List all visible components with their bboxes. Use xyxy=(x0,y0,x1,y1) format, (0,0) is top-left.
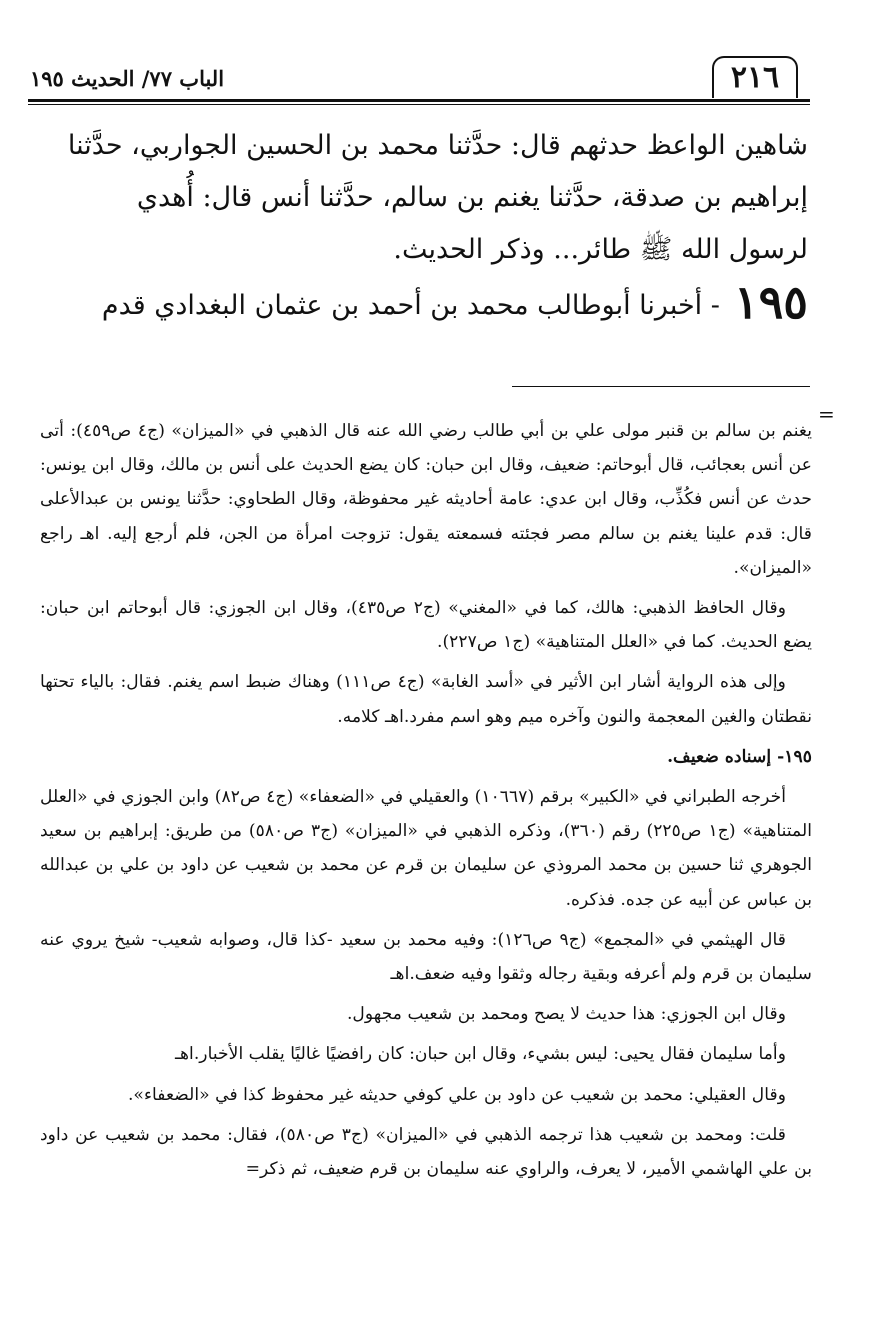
footnote-paragraph: قلت: ومحمد بن شعيب هذا ترجمه الذهبي في «الميزان» (ج٣ ص٥٨٠)، فقال: محمد بن شعيب عن داود بن علي الهاشمي الأمير، لا يعرف، والراوي عنه سليمان بن قرم ضعيف، ثم ذكر= xyxy=(40,1124,812,1180)
footnotes xyxy=(40,414,812,1192)
hadith-number: ١٩٥ xyxy=(733,275,808,329)
hadith-line xyxy=(38,276,808,332)
hadith-text: - أخبرنا أبوطالب محمد بن أحمد بن عثمان البغدادي قدم xyxy=(101,290,720,321)
main-line-2: إبراهيم بن صدقة، حدَّثنا يغنم بن سالم، حدَّثنا أنس قال: أُهدي xyxy=(136,182,808,213)
chapter-hadith-title: الباب ٧٧/ الحديث ١٩٥ xyxy=(30,66,225,91)
footnote-paragraph: وإلى هذه الرواية أشار ابن الأثير في «أسد الغابة» (ج٤ ص١١١) وهناك ضبط اسم يغنم. فقال: بالياء تحتها نقطتان والغين المعجمة والنون وآخره ميم وهو اسم مفرد.اهـ كلامه. xyxy=(40,672,812,727)
header-rule-thin xyxy=(28,104,810,105)
footnote-paragraph: وأما سليمان فقال يحيى: ليس بشيء، وقال ابن حبان: كان رافضيًا غاليًا يقلب الأخبار.اهـ xyxy=(174,1044,786,1065)
running-header xyxy=(30,66,690,91)
footnote-paragraph: يغنم بن سالم بن قنبر مولى علي بن أبي طالب رضي الله عنه قال الذهبي في «الميزان» (ج٤ ص٤٥٩): أتى عن أنس بعجائب، قال أبوحاتم: ضعيف، وقال ابن حبان: كان يضع الحديث على أنس بن مالك، وقال ابن يونس: حدث عن أنس فكُذِّب، وقال ابن عدي: عامة أحاديثه غير محفوظة، وقال الطحاوي: حدَّثنا يونس بن عبدالأعلى قال: قدم علينا يغنم بن سالم مصر فجئته فسمعته يقول: تزوجت امرأة من الجن، فلم أرجع إليه. اهـ راجع «الميزان». xyxy=(40,421,813,578)
page-number: ٢١٦ xyxy=(712,56,798,98)
main-text xyxy=(38,120,808,332)
main-line-3: لرسول الله ﷺ طائر... وذكر الحديث. xyxy=(393,234,808,265)
continuation-mark: = xyxy=(818,402,835,426)
main-line-1: شاهين الواعظ حدثهم قال: حدَّثنا محمد بن الحسين الجواربي، حدَّثنا xyxy=(67,130,808,161)
footnote-paragraph: وقال العقيلي: محمد بن شعيب عن داود بن علي كوفي حديثه غير محفوظ كذا في «الضعفاء». xyxy=(127,1084,786,1105)
footnote-paragraph: أخرجه الطبراني في «الكبير» برقم (١٠٦٦٧) والعقيلي في «الضعفاء» (ج٤ ص٨٢) وابن الجوزي في «العلل المتناهية» (ج١ ص٢٢٥) رقم (٣٦٠)، وذكره الذهبي في «الميزان» (ج٣ ص٥٨٠) من طريق: إبراهيم بن سعيد الجوهري ثنا حسين بن محمد المروذي عن سليمان بن قرم عن محمد بن شعيب عن داود بن علي بن عبدالله بن عباس عن أبيه عن جده. فذكره. xyxy=(40,787,812,910)
footnote-separator xyxy=(512,386,810,387)
footnote-paragraph: قال الهيثمي في «المجمع» (ج٩ ص١٢٦): وفيه محمد بن سعيد -كذا قال، وصوابه شعيب- شيخ يروي عنه سليمان بن قرم ولم أعرفه وبقية رجاله وثقوا وفيه ضعف.اهـ xyxy=(40,929,812,985)
header-rule xyxy=(28,99,810,102)
footnote-paragraph: وقال ابن الجوزي: هذا حديث لا يصح ومحمد بن شعيب مجهول. xyxy=(346,1004,786,1025)
footnote-heading: ١٩٥- إسناده ضعيف. xyxy=(667,746,812,767)
footnote-paragraph: وقال الحافظ الذهبي: هالك، كما في «المغني» (ج٢ ص٤٣٥)، وقال ابن الجوزي: قال أبوحاتم ابن حبان: يضع الحديث. كما في «العلل المتناهية» (ج١ ص٢٢٧). xyxy=(40,598,812,653)
